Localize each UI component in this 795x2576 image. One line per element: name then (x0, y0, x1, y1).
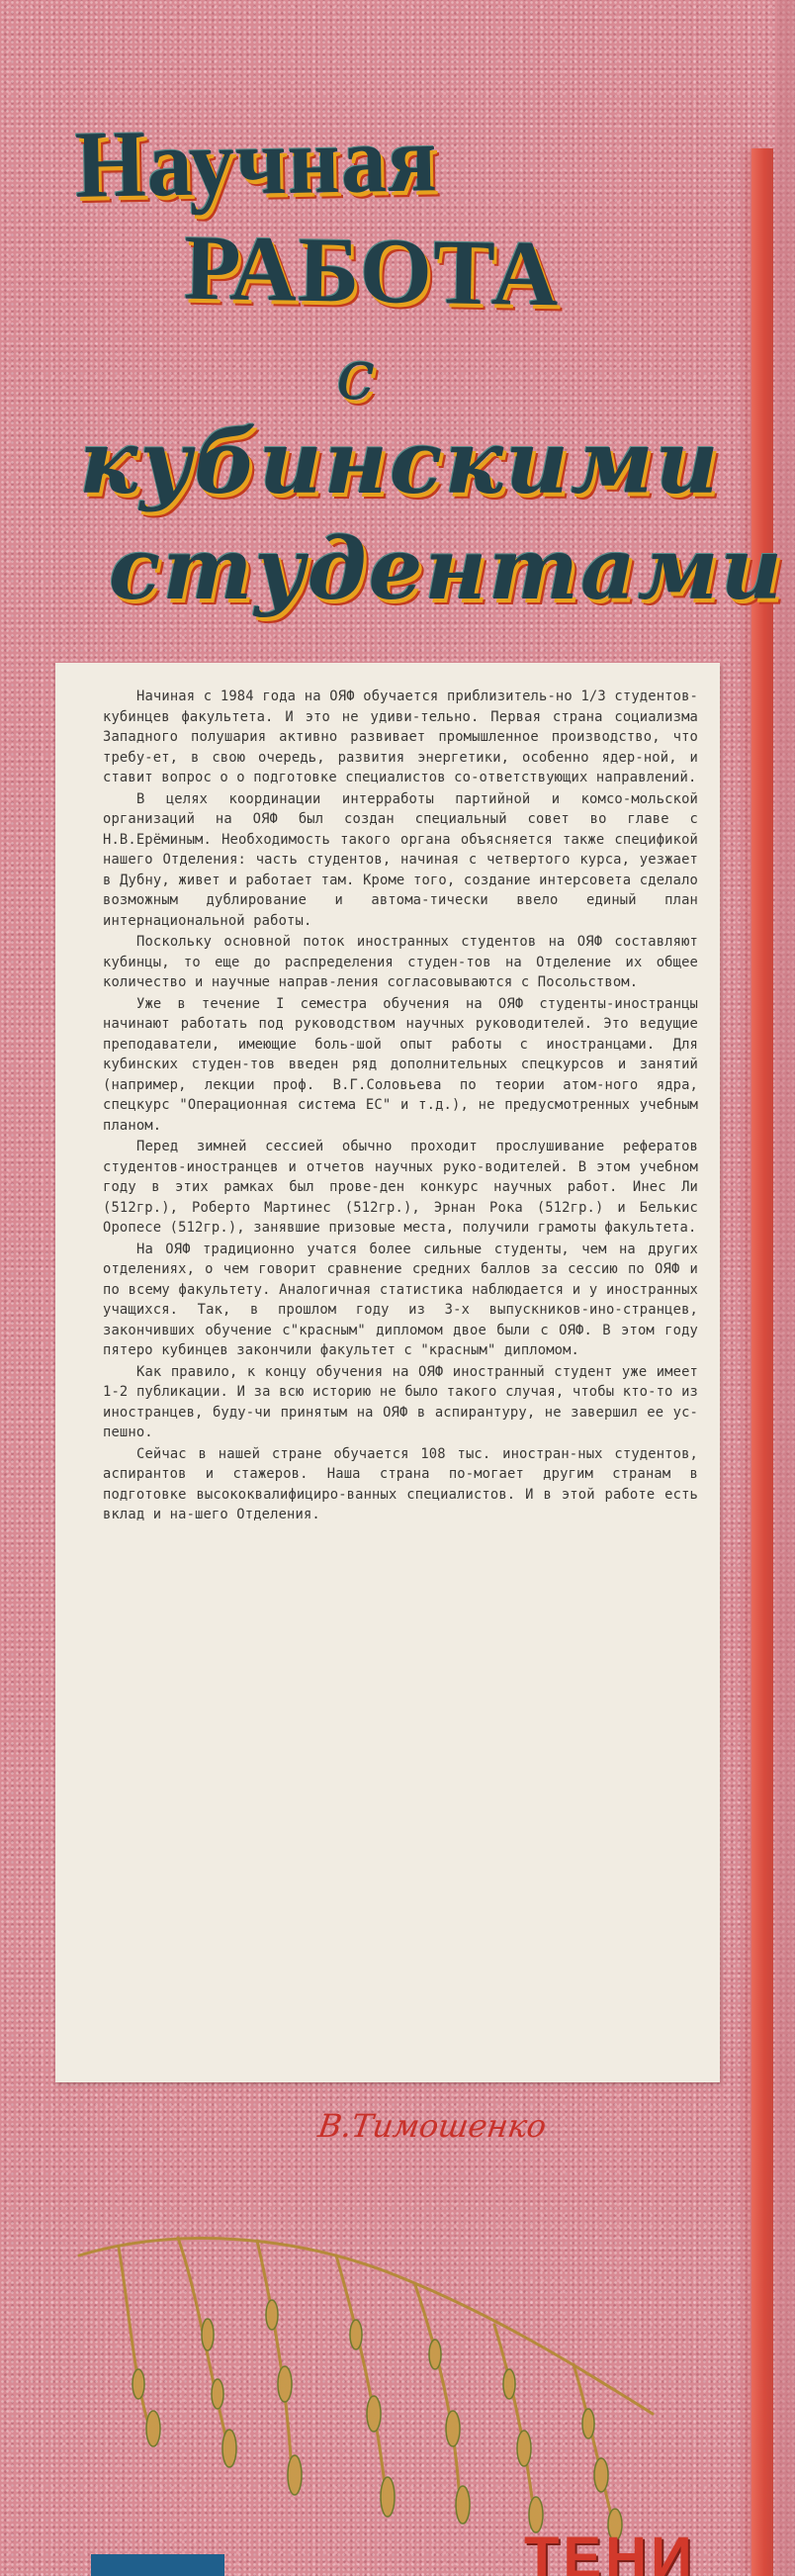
title-line-4: кубинскими (79, 411, 721, 513)
article-paragraph: На ОЯФ традиционно учатся более сильные студенты, чем на других отделениях, о чем говорит сравнение средних баллов за сессию по ОЯФ и по всему факультету. Аналогичная статистика наблюдается и у иностранных учащихся. Так, в прошлом году из 3-х выпускников-ино-странцев, закончивших обучение с"красным" дипломом двое были с ОЯФ. В этом году пятеро кубинцев закончили факультет с "красным" дипломом. (103, 1241, 698, 1358)
blue-footer-bar (91, 2554, 224, 2576)
article-paragraph: Начиная с 1984 года на ОЯФ обучается приблизитель-но 1/3 студентов-кубинцев факультета. И это не удиви-тельно. Первая страна социализма Западного полушария активно развивает промышленное производство, что требу-ет, в свою очередь, развития энергетики, особенно ядер-ной, и ставит вопрос о о подготовке специалистов со-ответствующих направлений. (103, 689, 698, 785)
article-paragraph: Перед зимней сессией обычно проходит прослушивание рефератов студентов-иностранцев и отчетов научных руко-водителей. В этом учебном году в этих рамках был прове-ден конкурс научных работ. Инес Ли (512гр.), Роберто Мартинес (512гр.), Эрнан Рока (512гр.) и Белькис Оропесе (512гр.), занявшие призовые места, получили грамоты факультета. (103, 1139, 698, 1236)
footer-partial-heading: ТЕНИ (524, 2529, 696, 2576)
plant-branch-illustration (59, 2216, 692, 2542)
title-line-3: с (336, 334, 376, 415)
title-line-5: студентами (109, 519, 785, 619)
title-line-1: Научная (74, 105, 439, 218)
right-edge-shade (777, 0, 795, 2576)
poster-title (40, 105, 785, 623)
author-signature: В.Тимошенко (315, 2107, 549, 2145)
article-paragraph: Поскольку основной поток иностранных студентов на ОЯФ составляют кубинцы, то еще до распределения студен-тов на Отделение их общее количество и научные направ-ления согласовываются с Посольством. (103, 934, 698, 990)
title-line-2: РАБОТА (183, 216, 561, 326)
typed-article-sheet (55, 663, 720, 2082)
article-paragraph: Уже в течение I семестра обучения на ОЯФ студенты-иностранцы начинают работать под руководством научных руководителей. Это ведущие преподаватели, имеющие боль-шой опыт работы с иностранцами. Для кубинских студен-тов введен ряд дополнительных спецкурсов и занятий (например, лекции проф. В.Г.Соловьева по теории атом-ного ядра, спецкурс "Операционная система ЕС" и т.д.), не предусмотренных учебным планом. (103, 995, 698, 1134)
article-paragraph: В целях координации интерработы партийной и комсо-мольской организаций на ОЯФ был создан специальный совет во главе с Н.В.Ерёминым. Необходимость такого органа объясняется также спецификой нашего Отделения: часть студентов, начиная с четвертого курса, уезжает в Дубну, живет и работает там. Кроме того, создание интерсовета сделало возможным дублирование и автома-тически ввело единый план интернациональной работы. (103, 790, 698, 929)
article-paragraph: Как правило, к концу обучения на ОЯФ иностранный студент уже имеет 1-2 публикации. И за всю историю не было такого случая, чтобы кто-то из иностранцев, буду-чи принятым на ОЯФ в аспирантуру, не завершил ее ус-пешно. (103, 1363, 698, 1440)
article-paragraph: Сейчас в нашей стране обучается 108 тыс. иностран-ных студентов, аспирантов и стажеров. Наша страна по-могает другим странам в подготовке высококвалифициро-ванных специалистов. И в этой работе есть вклад и на-шего Отделения. (103, 1445, 698, 1522)
red-vertical-stripe (751, 148, 773, 2576)
